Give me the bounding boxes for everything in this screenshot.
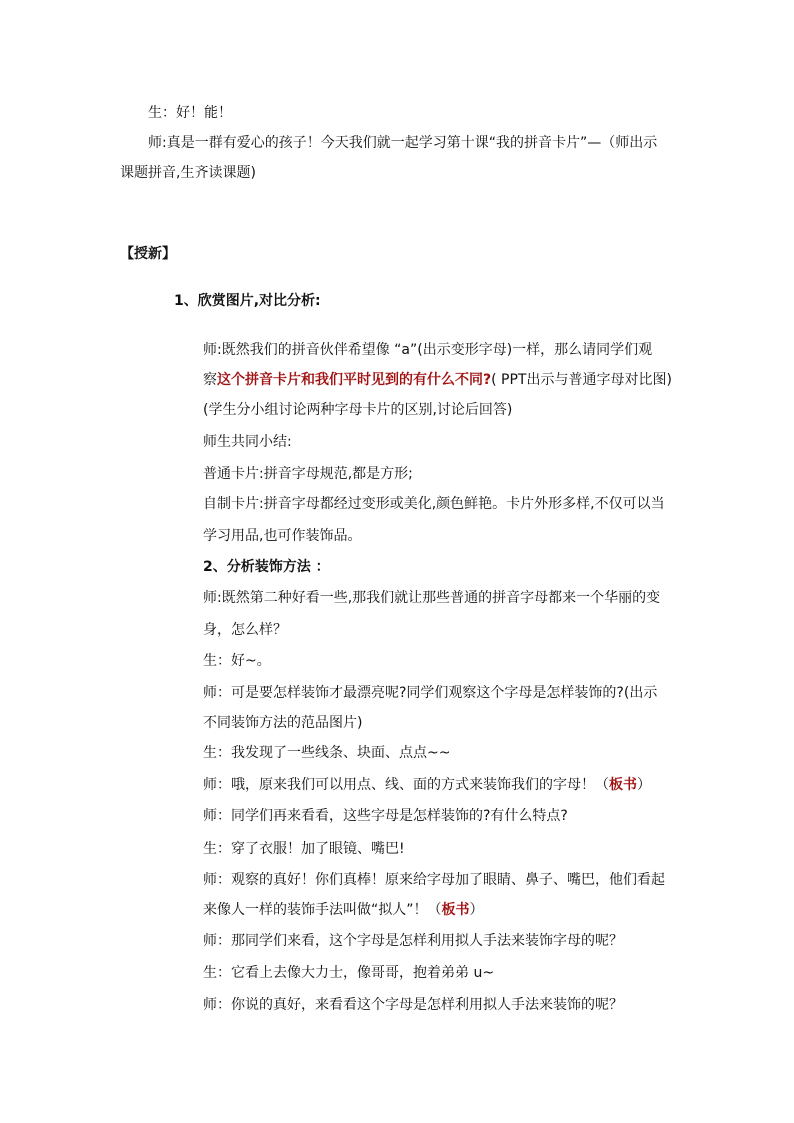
part1-para1-line1: 师:既然我们的拼音伙伴希望像 “a”(出示变形字母)一样，那么请同学们观 xyxy=(203,342,653,358)
intro-line-3: 课题拼音,生齐读课题) xyxy=(120,165,256,181)
part2-line-3: 生：好~。 xyxy=(203,653,271,669)
part2-line-14: 师：你说的真好，来看看这个字母是怎样利用拟人手法来装饰的呢？ xyxy=(203,997,623,1013)
part2-line-12: 师：那同学们来看，这个字母是怎样利用拟人手法来装饰字母的呢？ xyxy=(203,933,623,949)
part2-line-1: 师:既然第二种好看一些,那我们就让那些普通的拼音字母都来一个华丽的变 xyxy=(203,590,661,606)
part2-heading: 2、分析装饰方法 ： xyxy=(203,559,330,575)
line7-pre: 师：哦，原来我们可以用点、线、面的方式来装饰我们的字母！（ xyxy=(203,777,609,793)
line11-post: ） xyxy=(469,902,484,918)
part1-para1-line3: (学生分小组讨论两种字母卡片的区别,讨论后回答) xyxy=(203,402,513,418)
part2-line-2: 身，怎么样？ xyxy=(203,622,287,638)
part1-para1-line2 xyxy=(203,370,672,390)
part2-line-9: 生：穿了衣服！加了眼镜、嘴巴! xyxy=(203,841,405,857)
board-note-2: 板书 xyxy=(441,902,470,918)
part2-line-7 xyxy=(203,775,651,795)
part2-line-6: 生：我发现了一些线条、块面、点点~~ xyxy=(203,745,451,761)
board-note-1: 板书 xyxy=(609,777,637,793)
part1-custom-card-line1: 自制卡片:拼音字母都经过变形或美化,颜色鲜艳。卡片外形多样,不仅可以当 xyxy=(203,496,665,512)
line7-post: ） xyxy=(637,777,651,793)
part2-line-4: 师：可是要怎样装饰才最漂亮呢?同学们观察这个字母是怎样装饰的?(出示 xyxy=(203,685,658,701)
part1-summary-label: 师生共同小结: xyxy=(203,434,292,450)
part1-heading: 1、欣赏图片,对比分析: xyxy=(174,293,321,309)
intro-line-1: 生：好！能！ xyxy=(148,105,232,121)
part2-line-5: 不同装饰方法的范品图片) xyxy=(203,715,363,731)
para1-question-highlight: 这个拼音卡片和我们平时见到的有什么不同? xyxy=(217,372,492,388)
part1-custom-card-line2: 学习用品,也可作装饰品。 xyxy=(203,528,362,544)
part2-line-11 xyxy=(203,900,484,920)
part1-normal-card: 普通卡片:拼音字母规范,都是方形; xyxy=(203,466,413,482)
intro-line-2: 师:真是一群有爱心的孩子！今天我们就一起学习第十课“我的拼音卡片”—（师出示 xyxy=(148,135,658,151)
para1-line2-pre: 察 xyxy=(203,372,217,388)
para1-line2-post: ( PPT出示与普通字母对比图) xyxy=(491,372,672,388)
line11-pre: 来像人一样的装饰手法叫做“拟人”！（ xyxy=(203,902,442,918)
part2-line-10: 师：观察的真好！你们真棒！原来给字母加了眼睛、鼻子、嘴巴，他们看起 xyxy=(203,872,665,888)
part2-line-13: 生：它看上去像大力士，像哥哥，抱着弟弟 u~ xyxy=(203,965,495,981)
section-heading: 【授新】 xyxy=(120,246,176,262)
part2-line-8: 师：同学们再来看看，这些字母是怎样装饰的?有什么特点? xyxy=(203,808,568,824)
